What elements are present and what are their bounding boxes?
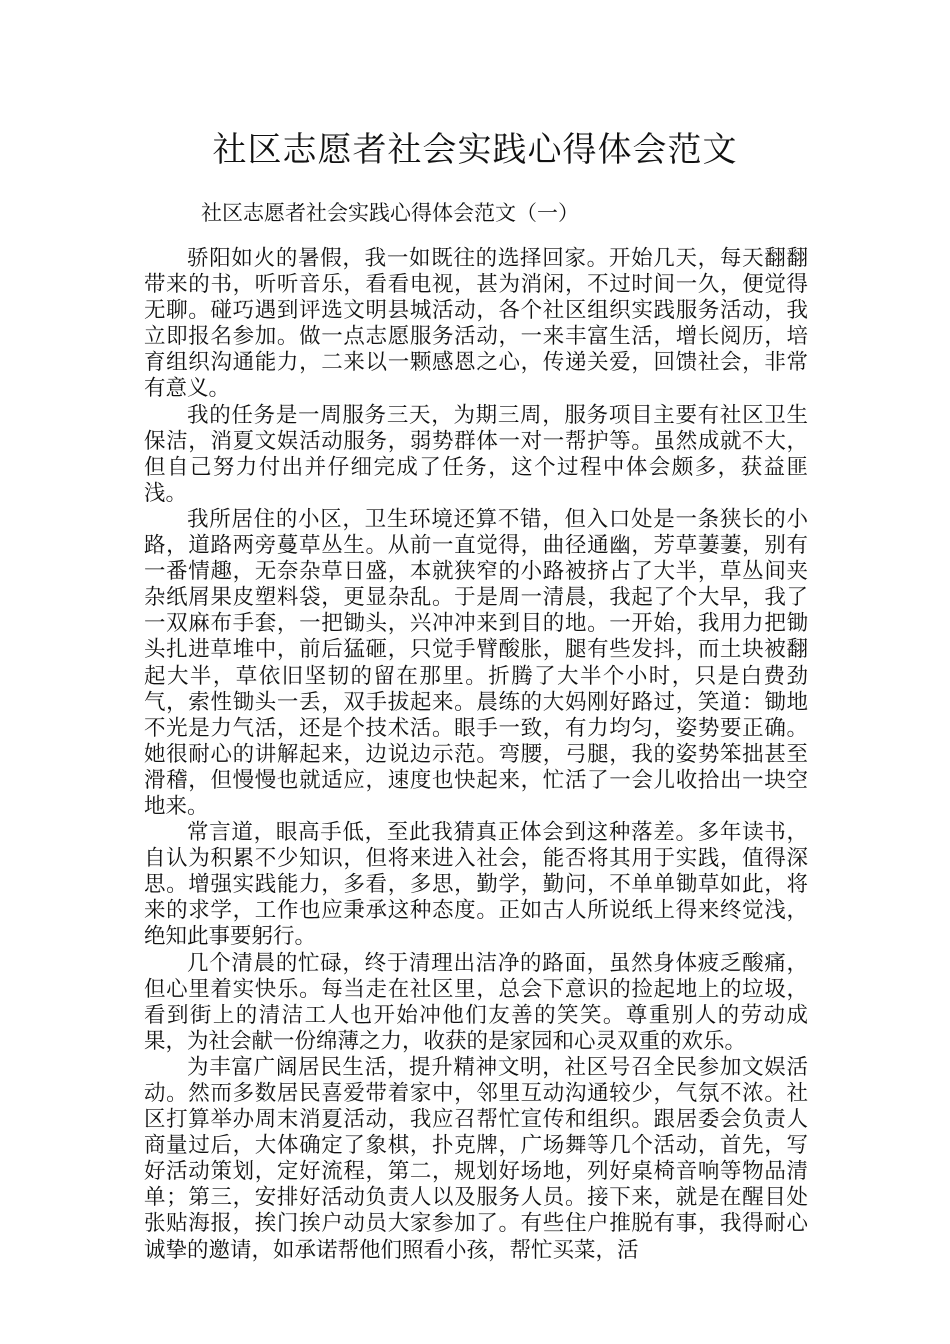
paragraph-1: 骄阳如火的暑假，我一如既往的选择回家。开始几天，每天翻翻带来的书，听听音乐，看看电视，甚为消闲，不过时间一久，便觉得无聊。碰巧遇到评选文明县城活动，各个社区组织实践服务活动，我立即报名参加。做一点志愿服务活动，一来丰富生活，增长阅历，培育组织沟通能力，二来以一颗感恩之心，传递关爱，回馈社会，非常有意义。 bbox=[144, 246, 808, 402]
document-subtitle: 社区志愿者社会实践心得体会范文（一） bbox=[201, 201, 579, 225]
paragraph-4: 常言道，眼高手低，至此我猜真正体会到这种落差。多年读书，自认为积累不少知识，但将来进入社会，能否将其用于实践，值得深思。增强实践能力，多看，多思，勤学，勤问，不单单锄草如此，将来的求学，工作也应秉承这种态度。正如古人所说纸上得来终觉浅，绝知此事要躬行。 bbox=[144, 820, 808, 950]
paragraph-6: 为丰富广阔居民生活，提升精神文明，社区号召全民参加文娱活动。然而多数居民喜爱带着家中，邻里互动沟通较少，气氛不浓。社区打算举办周末消夏活动，我应召帮忙宣传和组织。跟居委会负责人商量过后，大体确定了象棋，扑克牌，广场舞等几个活动，首先，写好活动策划，定好流程，第二，规划好场地，列好桌椅音响等物品清单；第三，安排好活动负责人以及服务人员。接下来，就是在醒目处张贴海报，挨门挨户动员大家参加了。有些住户推脱有事，我得耐心诚挚的邀请，如承诺帮他们照看小孩，帮忙买菜，活 bbox=[144, 1054, 808, 1263]
document-title: 社区志愿者社会实践心得体会范文 bbox=[212, 130, 738, 170]
paragraph-5: 几个清晨的忙碌，终于清理出洁净的路面，虽然身体疲乏酸痛，但心里着实快乐。每当走在社区里，总会下意识的捡起地上的垃圾，看到街上的清洁工人也开始冲他们友善的笑笑。尊重别人的劳动成果，为社会献一份绵薄之力，收获的是家园和心灵双重的欢乐。 bbox=[144, 950, 808, 1054]
paragraph-3: 我所居住的小区，卫生环境还算不错，但入口处是一条狭长的小路，道路两旁蔓草丛生。从前一直觉得，曲径通幽，芳草萋萋，别有一番情趣，无奈杂草日盛，本就狭窄的小路被挤占了大半，草丛间夹杂纸屑果皮塑料袋，更显杂乱。于是周一清晨，我起了个大早，我了一双麻布手套，一把锄头，兴冲冲来到目的地。一开始，我用力把锄头扎进草堆中，前后猛砸，只觉手臂酸胀，腿有些发抖，而土块被翻起大半，草依旧坚韧的留在那里。折腾了大半个小时，只是白费劲气，索性锄头一丢，双手拔起来。晨练的大妈刚好路过，笑道：锄地不光是力气活，还是个技术活。眼手一致，有力均匀，姿势要正确。她很耐心的讲解起来，边说边示范。弯腰，弓腿，我的姿势笨拙甚至滑稽，但慢慢也就适应，速度也快起来，忙活了一会儿收拾出一块空地来。 bbox=[144, 506, 808, 819]
paragraph-2: 我的任务是一周服务三天，为期三周，服务项目主要有社区卫生保洁，消夏文娱活动服务，弱势群体一对一帮护等。虽然成就不大，但自己努力付出并仔细完成了任务，这个过程中体会颇多，获益匪浅。 bbox=[144, 402, 808, 506]
document-body bbox=[144, 246, 808, 1264]
